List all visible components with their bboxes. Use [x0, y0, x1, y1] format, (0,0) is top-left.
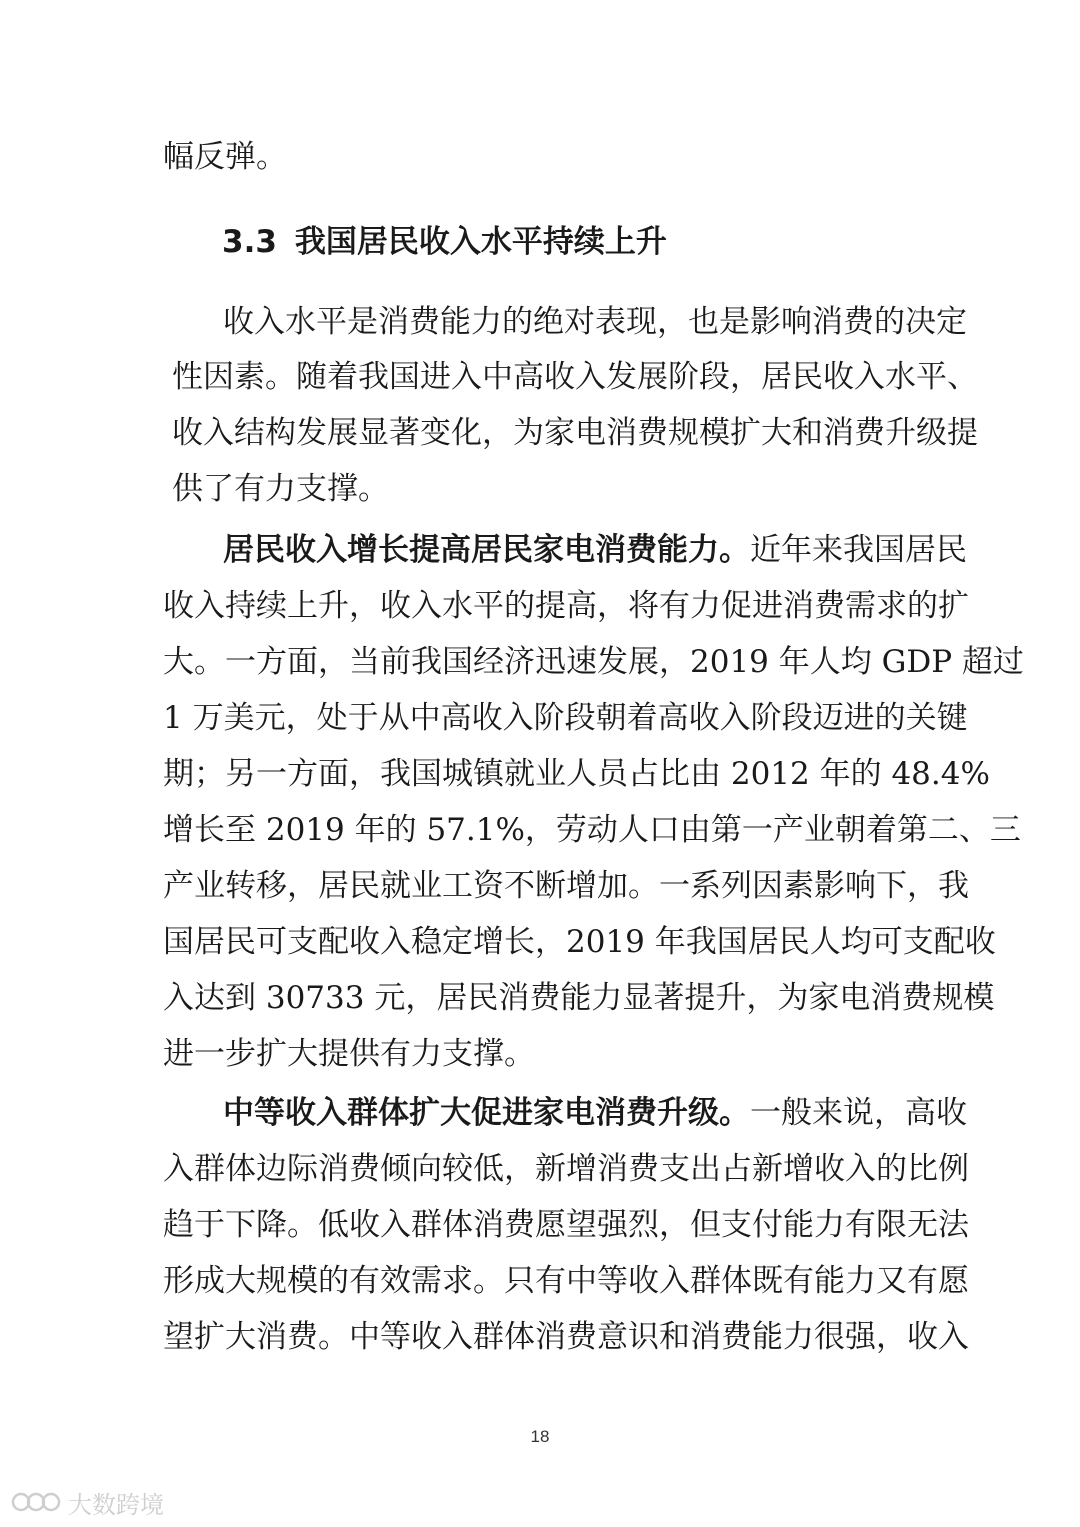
section-heading [222, 222, 667, 262]
paragraph-lead-bold: 居民收入增长提高居民家电消费能力。 [223, 532, 750, 568]
text-line: 收入水平是消费能力的绝对表现，也是影响消费的决定 [223, 304, 967, 340]
text-line: 性因素。随着我国进入中高收入发展阶段，居民收入水平、 [172, 359, 978, 395]
text-line: 收入持续上升，收入水平的提高，将有力促进消费需求的扩 [163, 588, 969, 624]
paragraph-lead-rest: 一般来说，高收 [750, 1095, 967, 1131]
paragraph-lead-line [223, 1093, 967, 1133]
text-line: 趋于下降。低收入群体消费愿望强烈，但支付能力有限无法 [163, 1207, 969, 1243]
text-line: 期；另一方面，我国城镇就业人员占比由 2012 年的 48.4% [163, 756, 990, 792]
text-line: 产业转移，居民就业工资不断增加。一系列因素影响下，我 [163, 868, 969, 904]
watermark-text: 大数跨境 [68, 1490, 164, 1519]
text-line: 国居民可支配收入稳定增长，2019 年我国居民人均可支配收 [163, 924, 996, 960]
text-line: 入达到 30733 元，居民消费能力显著提升，为家电消费规模 [163, 980, 995, 1016]
text-line: 大。一方面，当前我国经济迅速发展，2019 年人均 GDP 超过 [163, 644, 1024, 680]
text-line: 幅反弹。 [163, 139, 287, 175]
text-line: 进一步扩大提供有力支撑。 [163, 1036, 535, 1072]
text-line: 形成大规模的有效需求。只有中等收入群体既有能力又有愿 [163, 1263, 969, 1299]
text-line: 收入结构发展显著变化，为家电消费规模扩大和消费升级提 [172, 415, 978, 451]
paragraph-lead-bold: 中等收入群体扩大促进家电消费升级。 [223, 1095, 750, 1131]
section-title: 我国居民收入水平持续上升 [294, 224, 667, 260]
watermark [10, 1487, 164, 1517]
text-line: 入群体边际消费倾向较低，新增消费支出占新增收入的比例 [163, 1151, 969, 1187]
watermark-logo-icon [10, 1489, 62, 1515]
paragraph-lead-line [223, 530, 967, 570]
text-line: 1 万美元，处于从中高收入阶段朝着高收入阶段迈进的关键 [163, 700, 968, 736]
text-line: 望扩大消费。中等收入群体消费意识和消费能力很强，收入 [163, 1319, 969, 1355]
paragraph-lead-rest: 近年来我国居民 [750, 532, 967, 568]
text-line: 增长至 2019 年的 57.1%，劳动人口由第一产业朝着第二、三 [163, 812, 1021, 848]
page-number: 18 [530, 1427, 550, 1446]
text-line: 供了有力支撑。 [172, 471, 389, 507]
section-number: 3.3 [222, 224, 277, 260]
